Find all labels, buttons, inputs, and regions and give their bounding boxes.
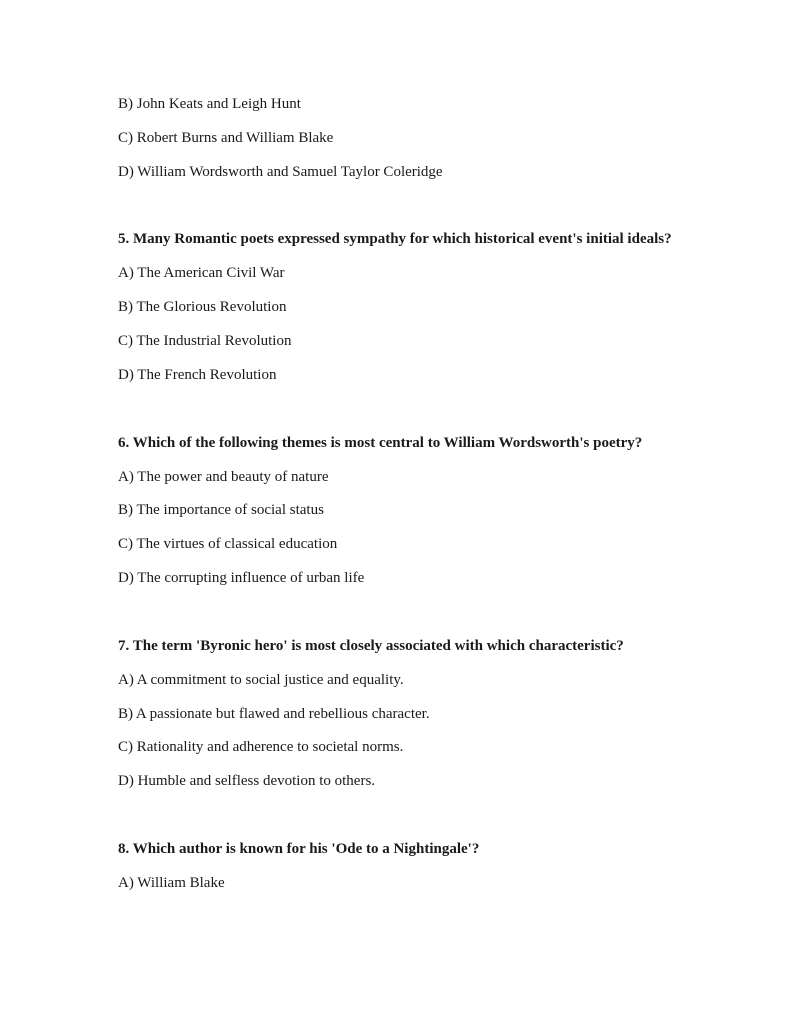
answer-option: B) John Keats and Leigh Hunt: [118, 96, 301, 112]
answer-option: D) William Wordsworth and Samuel Taylor Coleridge: [118, 163, 443, 180]
answer-option: C) Rationality and adherence to societal norms.: [118, 739, 404, 756]
question-text: 8. Which author is known for his 'Ode to a Nightingale'?: [118, 840, 480, 857]
answer-option: D) The French Revolution: [118, 366, 277, 383]
answer-option: A) The power and beauty of nature: [118, 468, 329, 485]
spacer: [118, 805, 688, 839]
question-5: [118, 229, 688, 384]
answer-option: B) The Glorious Revolution: [118, 299, 287, 316]
answer-option: B) A passionate but flawed and rebellious character.: [118, 705, 430, 722]
answer-option: A) A commitment to social justice and equality.: [118, 671, 404, 688]
spacer: [118, 195, 688, 229]
answer-option: C) Robert Burns and William Blake: [118, 129, 334, 146]
question-4-remaining-options: [118, 94, 688, 182]
answer-option: D) The corrupting influence of urban life: [118, 569, 365, 586]
answer-option: C) The Industrial Revolution: [118, 332, 292, 349]
question-text: 7. The term 'Byronic hero' is most closely associated with which characteristic?: [118, 637, 624, 654]
question-7: [118, 636, 688, 791]
question-8: [118, 839, 688, 893]
question-6: [118, 433, 688, 588]
spacer: [118, 399, 688, 433]
answer-option: A) William Blake: [118, 874, 225, 891]
answer-option: C) The virtues of classical education: [118, 536, 338, 553]
quiz-content: [118, 94, 688, 907]
spacer: [118, 602, 688, 636]
answer-option: B) The importance of social status: [118, 502, 324, 519]
answer-option: A) The American Civil War: [118, 265, 285, 282]
question-text: 5. Many Romantic poets expressed sympathy for which historical event's initial ideals?: [118, 231, 672, 248]
answer-option: D) Humble and selfless devotion to others.: [118, 773, 376, 790]
question-text: 6. Which of the following themes is most central to William Wordsworth's poetry?: [118, 434, 643, 451]
